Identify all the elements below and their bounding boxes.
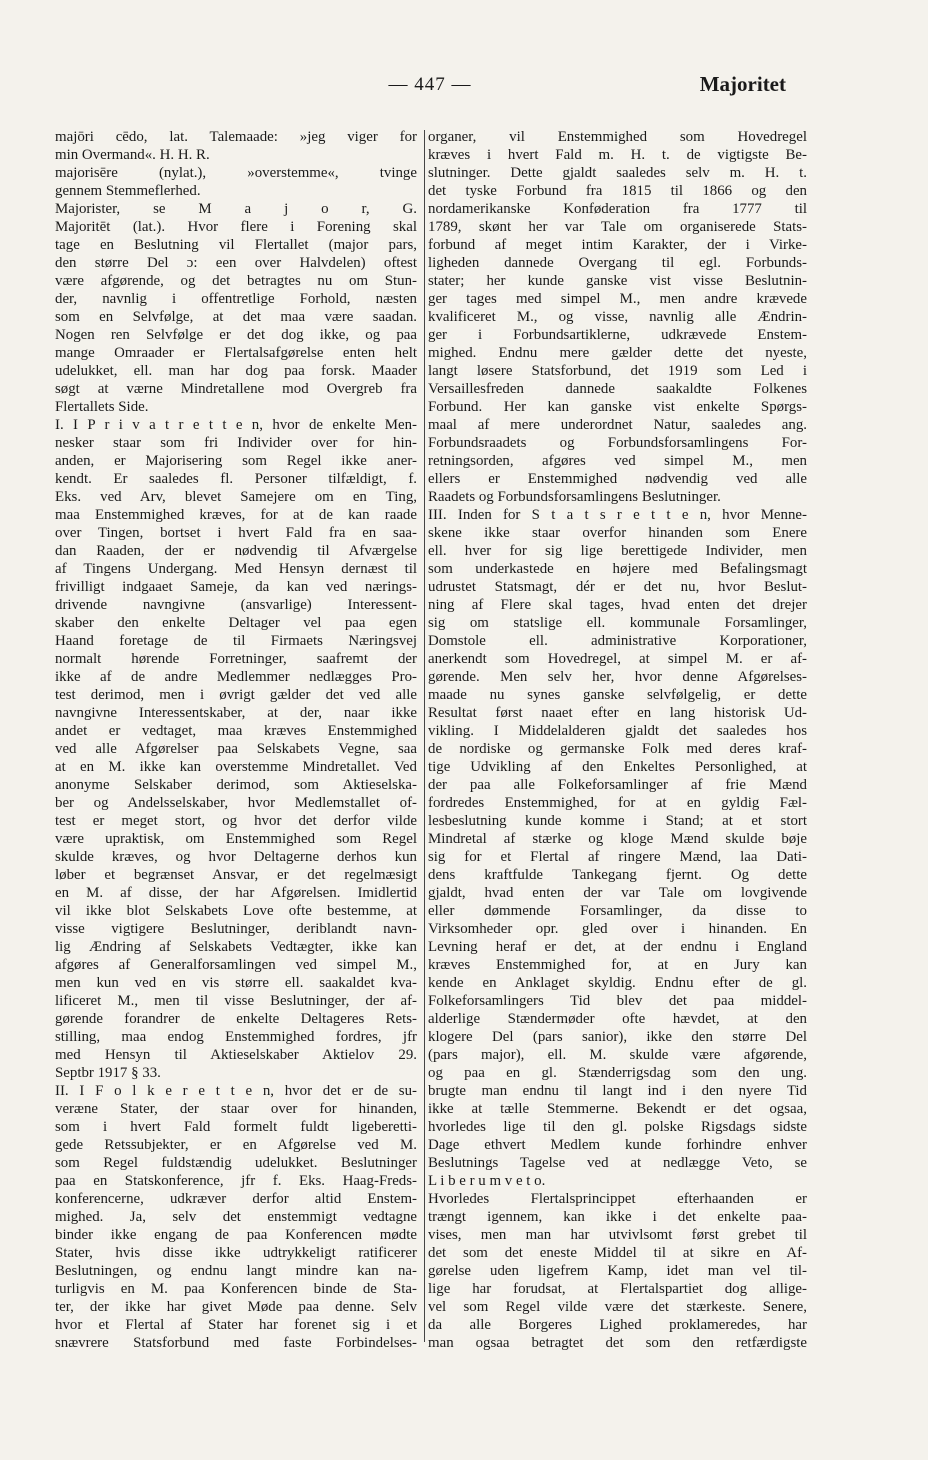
text-line: lig Ændring af Selskabets Vedtægter, ikke kan bbox=[55, 939, 417, 955]
text-line: visse vigtigere Beslutninger, deriblandt navn- bbox=[55, 921, 417, 937]
text-line: Majorister, se M a j o r, G. bbox=[55, 201, 417, 217]
column-divider bbox=[424, 130, 425, 1342]
text-line: gørende forandrer de enkelte Deltageres Rets- bbox=[55, 1011, 417, 1027]
text-line: Stater, hvis disse ikke udtrykkeligt ratificerer bbox=[55, 1245, 417, 1261]
text-line: gennem Stemmeflerhed. bbox=[55, 183, 201, 199]
text-line: Nogen ren Selvfølge er det dog ikke, og paa bbox=[55, 327, 417, 343]
text-line: man ogsaa betragtet det som den retfærdigste bbox=[428, 1335, 807, 1351]
text-line: vil ikke blot Selskabets Love ofte bestemme, at bbox=[55, 903, 417, 919]
text-line: hvorledes lige til den gl. polske Rigsdags sidste bbox=[428, 1119, 807, 1135]
text-line: dens kraftfulde Tankegang fjernt. Og dette bbox=[428, 867, 807, 883]
text-line: kende en Anklaget skyldig. Endnu efter de gl. bbox=[428, 975, 807, 991]
text-line: anonyme Selskaber derimod, som Aktieselska- bbox=[55, 777, 417, 793]
text-line: kræves i hvert Fald m. H. t. de vigtigste Be- bbox=[428, 147, 807, 163]
text-line: (pars major), ell. M. skulde være afgørende, bbox=[428, 1047, 807, 1063]
text-line: tage en Beslutning vil Flertallet (major pars, bbox=[55, 237, 417, 253]
text-line: gørelse uden ligefrem Kamp, idet man vel til- bbox=[428, 1263, 807, 1279]
text-line: som underkastede en højere med Befalingsmagt bbox=[428, 561, 807, 577]
text-line: udrustet Statsmagt, dér er det nu, hvor Beslut- bbox=[428, 579, 807, 595]
text-line: frivilligt indgaaet Sameje, da kan ved nærings- bbox=[55, 579, 417, 595]
text-line: udelukket, ell. man har dog paa forsk. Maader bbox=[55, 363, 417, 379]
text-line: mighed. Endnu mere gælder dette det nyeste, bbox=[428, 345, 807, 361]
text-line: hvor et Flertal af Stater har forenet sig i et bbox=[55, 1317, 417, 1333]
text-line: ning af Flere skal tages, hvad enten det drejer bbox=[428, 597, 807, 613]
text-line: det som det eneste Middel til at sikre en Af- bbox=[428, 1245, 807, 1261]
text-line: den større Del ɔ: een over Halvdelen) oftest bbox=[55, 255, 417, 271]
text-line: gede Retssubjekter, er en Afgørelse ved M. bbox=[55, 1137, 417, 1153]
text-line: mighed. Ja, selv det enstemmigt vedtagne bbox=[55, 1209, 417, 1225]
text-line: Beslutnings Tagelse ved at nedlægge Veto, se bbox=[428, 1155, 807, 1171]
text-line: sig om statslige ell. kommunale Forsamlinger, bbox=[428, 615, 807, 631]
text-line: Forbundsraadets og Forbundsforsamlingens For- bbox=[428, 435, 807, 451]
text-line: veræne Stater, der staar over for hinanden, bbox=[55, 1101, 417, 1117]
text-line: Flertallets Side. bbox=[55, 399, 149, 415]
text-line: være afgørende, og det betragtes nu om Stun- bbox=[55, 273, 417, 289]
text-line: eller dømmende Forsamlinger, da disse to bbox=[428, 903, 807, 919]
text-line: ikke af de andre Medlemmer nedlægges Pro- bbox=[55, 669, 417, 685]
right-column bbox=[428, 128, 807, 1352]
text-line: Mindretal af stærke og kloge Mænd skulde bøje bbox=[428, 831, 807, 847]
text-line: dan Raaden, der er nødvendig til Afværgelse bbox=[55, 543, 417, 559]
text-line: navngivne Interessentskaber, at der, naar ikke bbox=[55, 705, 417, 721]
text-line: fordredes Enstemmighed, for at en gyldig Fæl- bbox=[428, 795, 807, 811]
text-line: III. Inden for S t a t s r e t t e n, hvor Menne- bbox=[428, 507, 807, 523]
page-number: — 447 — bbox=[388, 74, 472, 95]
running-head: Majoritet bbox=[699, 72, 786, 96]
text-line: der paa alle Folkeforsamlinger af frie Mænd bbox=[428, 777, 807, 793]
text-line: paa en Statskonference, jfr f. Eks. Haag-Freds- bbox=[55, 1173, 417, 1189]
text-line: retningsorden, afgøres ved simpel M., men bbox=[428, 453, 807, 469]
text-line: maal af mere underordnet Natur, saaledes ang. bbox=[428, 417, 807, 433]
text-line: langt løsere Statsforbund, det 1919 som Led i bbox=[428, 363, 807, 379]
text-line: test er meget stort, og hvor det derfor vilde bbox=[55, 813, 417, 829]
text-line: alderlige Stændermøder ofte hævdet, at den bbox=[428, 1011, 807, 1027]
text-line: som Regel fuldstændig udelukket. Beslutninger bbox=[55, 1155, 417, 1171]
text-line: ved alle Afgørelser paa Selskabets Vegne, saa bbox=[55, 741, 417, 757]
text-line: tige Udvikling af den Enkeltes Personlighed, at bbox=[428, 759, 807, 775]
text-line: Virksomheder opr. gled over i hinanden. En bbox=[428, 921, 807, 937]
text-line: klogere Del (pars sanior), ikke den større Del bbox=[428, 1029, 807, 1045]
text-line: test derimod, men i øvrigt gælder det ved alle bbox=[55, 687, 417, 703]
text-line: vel som Regel vilde være det stærkeste. Senere, bbox=[428, 1299, 807, 1315]
text-line: min Overmand«. H. H. R. bbox=[55, 147, 210, 163]
text-line: sig for et Flertal af ringere Mænd, laa Dati- bbox=[428, 849, 807, 865]
text-line: lesbeslutning kunde komme i Stand; at et stort bbox=[428, 813, 807, 829]
text-line: kræves Enstemmighed for, at en Jury kan bbox=[428, 957, 807, 973]
text-line: vikling. I Middelalderen gjaldt det saaledes hos bbox=[428, 723, 807, 739]
text-line: afgøres af Generalforsamlingen ved simpel M., bbox=[55, 957, 417, 973]
text-line: anerkendt som Hovedregel, at simpel M. er af- bbox=[428, 651, 807, 667]
text-line: I. I P r i v a t r e t t e n, hvor de enkelte Men- bbox=[55, 417, 417, 433]
text-line: maa Enstemmighed kræves, for at de kan raade bbox=[55, 507, 417, 523]
text-line: ligheden dannede Overgang til egl. Forbunds- bbox=[428, 255, 807, 271]
text-line: Eks. ved Arv, blevet Samejere om en Ting, bbox=[55, 489, 417, 505]
text-line: ger i Forbundsartiklerne, udkrævede Enstem- bbox=[428, 327, 807, 343]
text-line: søgt at værne Mindretallene mod Overgreb fra bbox=[55, 381, 417, 397]
text-line: gørende. Men selv her, hvor denne Afgørelses- bbox=[428, 669, 807, 685]
text-line: Haand foretage de til Firmaets Næringsvej bbox=[55, 633, 417, 649]
text-line: ter, der ikke har givet Møde paa denne. Selv bbox=[55, 1299, 417, 1315]
text-line: 1789, skønt her var Tale om organiserede Stats- bbox=[428, 219, 807, 235]
text-line: Forbund. Her kan ganske vist enkelte Spørgs- bbox=[428, 399, 807, 415]
text-line: organer, vil Enstemmighed som Hovedregel bbox=[428, 129, 807, 145]
text-line: normalt hørende Forretninger, saafremt der bbox=[55, 651, 417, 667]
text-line: brugte man endnu til langt ind i den nyere Tid bbox=[428, 1083, 807, 1099]
text-line: de nordiske og germanske Folk med deres kraf- bbox=[428, 741, 807, 757]
text-line: Hvorledes Flertalsprincippet efterhaanden er bbox=[428, 1191, 807, 1207]
text-line: andet er vedtaget, maa kræves Enstemmighed bbox=[55, 723, 417, 739]
text-line: konferencerne, udkræver derfor altid Enstem- bbox=[55, 1191, 417, 1207]
text-line: Raadets og Forbundsforsamlingens Beslutninger. bbox=[428, 489, 721, 505]
text-line: det tyske Forbund fra 1815 til 1866 og den bbox=[428, 183, 807, 199]
text-line: maade nu synes ganske selvfølgelig, er dette bbox=[428, 687, 807, 703]
text-line: majorisēre (nylat.), »overstemme«, tvinge bbox=[55, 165, 417, 181]
text-line: lige har forudsat, at Flertalspartiet dog allige- bbox=[428, 1281, 807, 1297]
text-line: der, navnlig i offentretlige Forhold, næsten bbox=[55, 291, 417, 307]
text-line: ellers er Enstemmighed nødvendig ved alle bbox=[428, 471, 807, 487]
text-line: over Tingen, bortset i hvert Fald fra en saa- bbox=[55, 525, 417, 541]
text-line: skulde kræves, og hvor Deltagerne derhos kun bbox=[55, 849, 417, 865]
text-line: da alle Borgeres Lighed proklameredes, har bbox=[428, 1317, 807, 1333]
text-line: stater; her kunde ganske vist visse Beslutnin- bbox=[428, 273, 807, 289]
text-line: slutninger. Dette gjaldt saaledes selv m. H. t. bbox=[428, 165, 807, 181]
text-line: Beslutningen, og endnu langt mindre kan na- bbox=[55, 1263, 417, 1279]
text-line: som i hvert Fald formelt fuldt ligeberetti- bbox=[55, 1119, 417, 1135]
left-column bbox=[55, 128, 417, 1352]
text-line: Septbr 1917 § 33. bbox=[55, 1065, 161, 1081]
text-line: turligvis en M. paa Konferencen binde de Sta- bbox=[55, 1281, 417, 1297]
text-line: Dage ethvert Medlem kunde forhindre enhver bbox=[428, 1137, 807, 1153]
text-line: L i b e r u m v e t o. bbox=[428, 1173, 546, 1189]
text-line: ell. hver for sig lige berettigede Individer, men bbox=[428, 543, 807, 559]
text-line: med Hensyn til Aktieselskaber Aktielov 29. bbox=[55, 1047, 417, 1063]
text-line: en M. af disse, der har Afgørelsen. Imidlertid bbox=[55, 885, 417, 901]
text-line: Versaillesfreden dannede saakaldte Folkenes bbox=[428, 381, 807, 397]
text-line: snævrere Statsforbund med faste Forbindelses- bbox=[55, 1335, 417, 1351]
text-line: og paa en gl. Stænderrigsdag som den ung. bbox=[428, 1065, 807, 1081]
text-line: majōri cēdo, lat. Talemaade: »jeg viger for bbox=[55, 129, 417, 145]
text-line: Domstole ell. administrative Korporationer, bbox=[428, 633, 807, 649]
text-line: drivende navngivne (ansvarlige) Interessent- bbox=[55, 597, 417, 613]
text-line: Levning heraf er det, at der endnu i England bbox=[428, 939, 807, 955]
text-line: Folkeforsamlingers Tid blev det paa middel- bbox=[428, 993, 807, 1009]
text-line: stilling, maa endog Enstemmighed fordres, jfr bbox=[55, 1029, 417, 1045]
text-line: vises, men man har utvivlsomt først grebet til bbox=[428, 1227, 807, 1243]
text-line: skaber den enkelte Deltager vel paa egen bbox=[55, 615, 417, 631]
text-line: nesker staar som fri Individer over for hin- bbox=[55, 435, 417, 451]
text-line: trængt igennem, kan ikke i det enkelte paa- bbox=[428, 1209, 807, 1225]
text-line: binder ikke engang de paa Konferencen mødte bbox=[55, 1227, 417, 1243]
text-line: anden, er Majorisering som Regel ikke aner- bbox=[55, 453, 417, 469]
text-line: mange Omraader er Flertalsafgørelse enten helt bbox=[55, 345, 417, 361]
text-line: ikke at tælle Stemmerne. Bekendt er det ogsaa, bbox=[428, 1101, 807, 1117]
text-line: være upraktisk, om Enstemmighed som Regel bbox=[55, 831, 417, 847]
text-line: Majoritēt (lat.). Hvor flere i Forening skal bbox=[55, 219, 417, 235]
text-line: gjaldt, hvad enten der var Tale om lovgivende bbox=[428, 885, 807, 901]
text-line: men kun ved en vis større ell. saakaldet kva- bbox=[55, 975, 417, 991]
text-line: nordamerikanske Konføderation fra 1777 til bbox=[428, 201, 807, 217]
text-line: II. I F o l k e r e t t e n, hvor det er de su- bbox=[55, 1083, 417, 1099]
text-line: som en Selvfølge, at det maa være saadan. bbox=[55, 309, 417, 325]
text-line: af Tingens Undergang. Med Hensyn dernæst til bbox=[55, 561, 417, 577]
text-line: skene ikke staar overfor hinanden som Enere bbox=[428, 525, 807, 541]
text-line: at en M. ikke kan overstemme Mindretallet. Ved bbox=[55, 759, 417, 775]
text-line: lificeret M., men til visse Beslutninger, der af- bbox=[55, 993, 417, 1009]
text-line: kendt. Er saaledes fl. Personer tilfældigt, f. bbox=[55, 471, 417, 487]
text-line: løber et begrænset Ansvar, er det regelmæsigt bbox=[55, 867, 417, 883]
page-header bbox=[0, 74, 928, 104]
text-line: kvalificeret M., og visse, navnlig alle Ændrin- bbox=[428, 309, 807, 325]
text-line: ber og Andelsselskaber, hvor Medlemstallet of- bbox=[55, 795, 417, 811]
text-line: Resultat først naaet efter en lang historisk Ud- bbox=[428, 705, 807, 721]
text-line: ger tages med simpel M., men andre krævede bbox=[428, 291, 807, 307]
text-line: forbund af meget intim Karakter, der i Virke- bbox=[428, 237, 807, 253]
